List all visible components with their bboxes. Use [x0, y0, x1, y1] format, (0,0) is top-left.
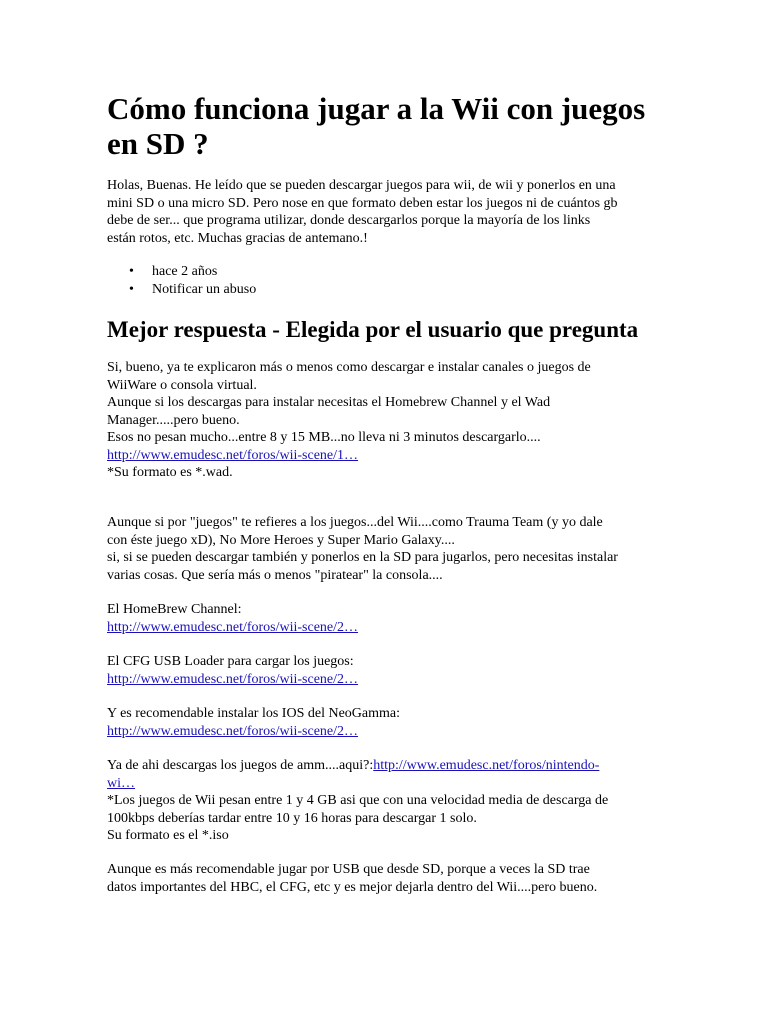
question-meta-list [107, 263, 256, 298]
bullet-icon: • [129, 264, 134, 279]
answer-line: datos importantes del HBC, el CFG, etc y es mejor dejarla dentro del Wii....pero bueno. [107, 879, 598, 895]
emudesc-link-5[interactable]: http://www.emudesc.net/foros/nintendo- [373, 758, 600, 773]
emudesc-link-1[interactable]: http://www.emudesc.net/foros/wii-scene/1… [107, 447, 359, 463]
answer-line: si, si se pueden descargar también y ponerlos en la SD para jugarlos, pero necesitas instalar [107, 550, 618, 565]
report-abuse-link[interactable]: Notificar un abuso [152, 281, 257, 297]
homebrew-label: El HomeBrew Channel: [107, 602, 242, 617]
page-title [107, 91, 645, 161]
answer-line: Si, bueno, ya te explicaron más o menos como descargar e instalar canales o juegos de [107, 360, 591, 375]
answer-line: con éste juego xD), No More Heroes y Super Mario Galaxy.... [107, 532, 455, 548]
answer-paragraph [107, 359, 591, 482]
answer-line: 100kbps deberías tardar entre 10 y 16 horas para descargar 1 solo. [107, 810, 477, 826]
question-line: están rotos, etc. Muchas gracias de antemano.! [107, 230, 368, 246]
answer-paragraph [107, 514, 618, 584]
answer-line: *Su formato es *.wad. [107, 465, 233, 480]
answer-line: *Los juegos de Wii pesan entre 1 y 4 GB asi que con una velocidad media de descarga de [107, 793, 609, 808]
cfg-label: El CFG USB Loader para cargar los juegos: [107, 654, 354, 669]
answer-line: varias cosas. Que sería más o menos "piratear" la consola.... [107, 567, 443, 583]
bullet-icon: • [129, 281, 134, 297]
list-item [107, 281, 256, 299]
ios-label: Y es recomendable instalar los IOS del NeoGamma: [107, 706, 401, 721]
page-title-line: en SD ? [107, 126, 209, 161]
emudesc-link-2[interactable]: http://www.emudesc.net/foros/wii-scene/2… [107, 619, 359, 635]
answer-paragraph [107, 861, 597, 896]
answer-line: Esos no pesan mucho...entre 8 y 15 MB...no lleva ni 3 minutos descargarlo.... [107, 430, 541, 445]
best-answer-heading: Mejor respuesta - Elegida por el usuario que pregunta [107, 317, 639, 342]
answer-line: Aunque si por "juegos" te refieres a los juegos...del Wii....como Trauma Team (y yo dale [107, 515, 603, 530]
answer-paragraph [107, 601, 358, 636]
download-prefix: Ya de ahi descargas los juegos de amm....aqui?: [107, 758, 374, 773]
answer-paragraph [107, 757, 608, 845]
question-line: Holas, Buenas. He leído que se pueden descargar juegos para wii, de wii y ponerlos en una [107, 178, 616, 193]
answer-line: Aunque es más recomendable jugar por USB que desde SD, porque a veces la SD trae [107, 862, 590, 877]
emudesc-link-4[interactable]: http://www.emudesc.net/foros/wii-scene/2… [107, 723, 359, 739]
page-title-line: Cómo funciona jugar a la Wii con juegos [107, 91, 646, 126]
question-body [107, 177, 618, 247]
answer-line: WiiWare o consola virtual. [107, 377, 257, 393]
answer-line: Su formato es el *.iso [107, 828, 229, 843]
answer-line: Manager.....pero bueno. [107, 412, 240, 428]
time-ago: hace 2 años [152, 264, 218, 279]
question-line: mini SD o una micro SD. Pero nose en que formato deben estar los juegos ni de cuántos gb [107, 195, 618, 211]
answer-paragraph [107, 653, 358, 688]
answer-paragraph [107, 705, 400, 740]
answer-line: Aunque si los descargas para instalar necesitas el Homebrew Channel y el Wad [107, 395, 551, 410]
question-line: debe de ser... que programa utilizar, donde descargarlos porque la mayoría de los links [107, 213, 591, 228]
emudesc-link-3[interactable]: http://www.emudesc.net/foros/wii-scene/2… [107, 671, 359, 687]
list-item [107, 263, 256, 281]
emudesc-link-5-cont[interactable]: wi… [107, 775, 135, 791]
